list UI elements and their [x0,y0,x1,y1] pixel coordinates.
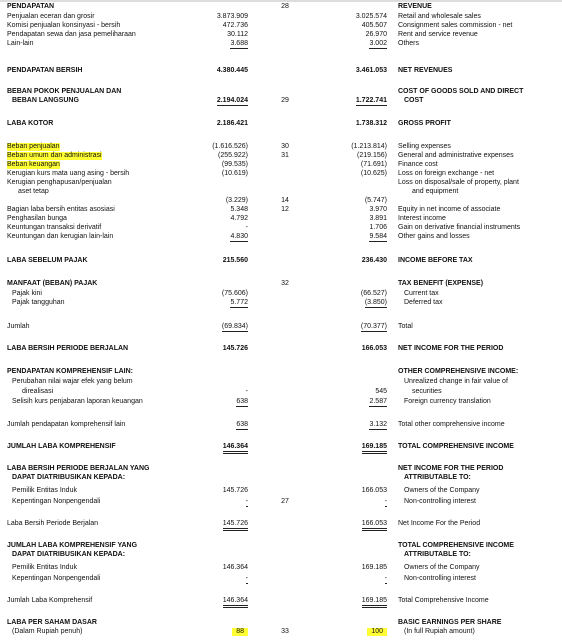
note-reference: 27 [281,498,289,505]
row-label-id: Lain-lain [7,40,34,47]
row-label-id: PENDAPATAN [7,3,55,10]
value-current-period: 3.873.909 [216,13,248,20]
row-label-en: Equity in net income of associate [398,206,501,213]
row-label-en: Total [398,323,413,330]
row-label-id: Keuntungan transaksi derivatif [7,224,102,231]
row-label-en: (In full Rupiah amount) [404,628,475,635]
row-label-en: Non-controlling interest [404,575,476,582]
value-current-period: (10.619) [221,170,248,177]
row-label-id: Jumlah Laba Komprehensif [7,597,93,604]
row-label-en: Consignment sales commission - net [398,22,513,29]
row-label-id: BEBAN POKOK PENJUALAN DAN [7,88,122,95]
value-prior-period: 3.970 [369,206,387,213]
row-label-en: ATTRIBUTABLE TO: [404,551,471,558]
value-current-period: 5.772 [230,299,248,306]
value-current-period: 3.688 [230,40,248,47]
value-current-period: (99.535) [221,161,248,168]
row-label-en: COST [404,97,424,104]
note-reference: 31 [281,152,289,159]
note-reference: 14 [281,197,289,204]
value-prior-period: 3.002 [369,40,387,47]
value-current-period: 4.380.445 [216,67,248,74]
value-prior-period: (1.213.814) [351,143,387,150]
value-current-period: 146.364 [223,443,248,454]
row-label-en: Rent and service revenue [398,31,478,38]
row-label-en: Loss on foreign exchange - net [398,170,495,177]
value-prior-period: - [384,575,387,582]
value-prior-period: 1.706 [369,224,387,231]
row-label-en: COST OF GOODS SOLD AND DIRECT [398,88,524,95]
row-label-en: Total other comprehensive income [398,421,505,428]
value-current-period: (255.922) [218,152,248,159]
value-current-period: 638 [236,398,248,405]
value-current-period: 2.194.024 [216,97,248,104]
row-label-en: Net Income For the Period [398,520,481,527]
row-label-id: Kerugian kurs mata uang asing - bersih [7,170,130,177]
row-label-id: LABA SEBELUM PAJAK [7,257,88,264]
value-current-period: 145.726 [223,520,248,531]
row-label-en: Selling expenses [398,143,451,150]
note-reference: 29 [281,97,289,104]
row-label-id: MANFAAT (BEBAN) PAJAK [7,280,98,287]
row-label-id: Penjualan eceran dan grosir [7,13,95,20]
row-label-en: TOTAL COMPREHENSIVE INCOME [398,443,514,450]
note-reference: 33 [281,628,289,635]
note-reference: 32 [281,280,289,287]
row-label-id: Jumlah pendapatan komprehensif lain [7,421,126,428]
row-label-en: Interest income [398,215,446,222]
row-label-en: and equipment [412,188,459,195]
value-current-period: 146.364 [223,597,248,608]
value-prior-period: 3.461.053 [355,67,387,74]
row-label-en: REVENUE [398,3,432,10]
row-label-en: Owners of the Company [404,564,480,571]
row-label-en: NET REVENUES [398,67,453,74]
row-label-id: Pemilik Entitas Induk [12,487,77,494]
row-label-en: General and administrative expenses [398,152,514,159]
value-current-period: - [245,575,248,582]
value-prior-period: (3.850) [364,299,387,306]
row-label-id: aset tetap [18,188,49,195]
row-label-id: Pajak kini [12,290,42,297]
value-prior-period: 169.185 [361,564,387,571]
note-reference: 30 [281,143,289,150]
row-label-en: BASIC EARNINGS PER SHARE [398,619,502,626]
value-prior-period: (219.156) [357,152,387,159]
note-reference: 12 [281,206,289,213]
value-prior-period: 166.053 [362,520,387,531]
value-prior-period: 1.722.741 [355,97,387,104]
row-label-id: Jumlah [7,323,30,330]
value-prior-period: 166.053 [361,345,387,352]
row-label-id: Beban keuangan [7,161,60,168]
value-prior-period: - [384,498,387,505]
row-label-en: ATTRIBUTABLE TO: [404,474,471,481]
value-prior-period: 9.584 [369,233,387,240]
value-prior-period: 3.891 [369,215,387,222]
row-label-en: NET INCOME FOR THE PERIOD [398,465,504,472]
row-label-id: DAPAT DIATRIBUSIKAN KEPADA: [12,551,126,558]
value-current-period: 2.186.421 [216,120,248,127]
value-prior-period: (71.691) [360,161,387,168]
value-prior-period: 169.185 [362,597,387,608]
value-current-period: (3.229) [225,197,248,204]
value-current-period: 146.364 [222,564,248,571]
row-label-en: Gain on derivative financial instruments [398,224,521,231]
row-label-id: direalisasi [22,388,54,395]
row-label-id: PENDAPATAN KOMPREHENSIF LAIN: [7,368,133,375]
value-current-period: 145.726 [222,487,248,494]
value-prior-period: (66.527) [360,290,387,297]
value-prior-period: (70.377) [360,323,387,330]
value-prior-period: 2.587 [369,398,387,405]
row-label-en: INCOME BEFORE TAX [398,257,473,264]
row-label-id: Bagian laba bersih entitas asosiasi [7,206,115,213]
value-current-period: - [245,498,248,505]
row-label-id: Selisih kurs penjabaran laporan keuangan [12,398,143,405]
row-label-id: LABA BERSIH PERIODE BERJALAN YANG [7,465,150,472]
value-prior-period: 100 [367,628,387,636]
value-prior-period: 166.053 [361,487,387,494]
value-prior-period: (5.747) [364,197,387,204]
row-label-en: TOTAL COMPREHENSIVE INCOME [398,542,514,549]
value-current-period: (1.616.526) [212,143,248,150]
row-label-en: Finance cost [398,161,438,168]
value-prior-period: 1.738.312 [355,120,387,127]
row-label-en: securities [412,388,442,395]
value-current-period: 30.112 [227,31,248,38]
row-label-en: Owners of the Company [404,487,480,494]
row-label-id: Beban umum dan administrasi [7,152,102,159]
value-current-period: 472.736 [222,22,248,29]
row-label-en: Others [398,40,420,47]
row-label-id: PENDAPATAN BERSIH [7,67,83,74]
row-label-en: Retail and wholesale sales [398,13,481,20]
row-label-id: Kerugian penghapusan/penjualan [7,179,112,186]
row-label-id: Pemilik Entitas Induk [12,564,77,571]
row-label-en: TAX BENEFIT (EXPENSE) [398,280,484,287]
row-label-en: Unrealized change in fair value of [404,378,508,385]
value-current-period: 145.726 [222,345,248,352]
row-label-id: LABA KOTOR [7,120,54,127]
value-prior-period: 3.132 [369,421,387,428]
row-label-id: Laba Bersih Periode Berjalan [7,520,99,527]
value-prior-period: 405.507 [361,22,387,29]
value-prior-period: 169.185 [362,443,387,454]
value-current-period: - [245,388,248,395]
row-label-id: Pajak tangguhan [12,299,65,306]
row-label-id: LABA PER SAHAM DASAR [7,619,97,626]
value-prior-period: 545 [375,388,387,395]
row-label-en: Non-controlling interest [404,498,476,505]
row-label-id: Beban penjualan [7,143,60,150]
row-label-id: Keuntungan dan kerugian lain-lain [7,233,114,240]
value-current-period: (75.606) [221,290,248,297]
row-label-id: BEBAN LANGSUNG [12,97,79,104]
row-label-en: OTHER COMPREHENSIVE INCOME: [398,368,519,375]
value-current-period: 88 [232,628,248,636]
value-current-period: 4.792 [230,215,248,222]
row-label-id: Perubahan nilai wajar efek yang belum [12,378,133,385]
value-current-period: 215.560 [222,257,248,264]
value-prior-period: 236.430 [361,257,387,264]
row-label-en: Deferred tax [404,299,443,306]
value-current-period: 5.348 [230,206,248,213]
row-label-id: Pendapatan sewa dan jasa pemeliharaan [7,31,136,38]
row-label-id: LABA BERSIH PERIODE BERJALAN [7,345,129,352]
value-current-period: (69.834) [221,323,248,330]
top-border [0,0,562,2]
value-prior-period: 26.970 [365,31,387,38]
row-label-id: (Dalam Rupiah penuh) [12,628,83,635]
value-current-period: - [245,224,248,231]
value-prior-period: (10.625) [360,170,387,177]
row-label-en: Loss on disposal/sale of property, plant [398,179,519,186]
row-label-id: Komisi penjualan konsinyasi - bersih [7,22,121,29]
row-label-id: DAPAT DIATRIBUSIKAN KEPADA: [12,474,126,481]
row-label-en: Other gains and losses [398,233,470,240]
row-label-id: JUMLAH LABA KOMPREHENSIF [7,443,116,450]
row-label-en: GROSS PROFIT [398,120,451,127]
row-label-en: NET INCOME FOR THE PERIOD [398,345,504,352]
row-label-en: Total Comprehensive Income [398,597,489,604]
row-label-en: Current tax [404,290,439,297]
row-label-id: Kepentingan Nonpengendali [12,575,101,582]
row-label-id: JUMLAH LABA KOMPREHENSIF YANG [7,542,138,549]
value-prior-period: 3.025.574 [355,13,387,20]
row-label-id: Penghasilan bunga [7,215,67,222]
row-label-id: Kepentingan Nonpengendali [12,498,101,505]
row-label-en: Foreign currency translation [404,398,491,405]
value-current-period: 638 [236,421,248,428]
note-reference: 28 [281,3,289,10]
value-current-period: 4.830 [230,233,248,240]
